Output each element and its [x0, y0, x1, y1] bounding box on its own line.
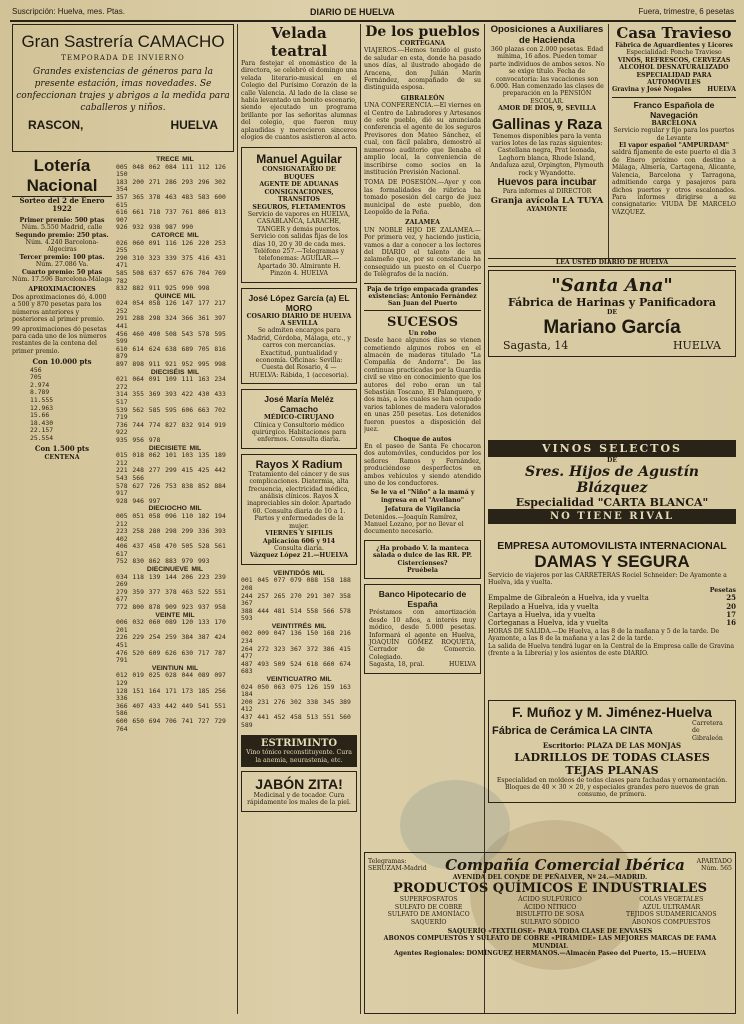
franco-text: saldrá fijamente de este puerto el día 3 de Enero próximo con destino a Málaga, Almería, Cartagena, Alicante, Valencia, Barcelona y Tarragona, admitiendo carga y pasajeros para dichos puertos y otros escalonados. Para informes dirigirse a su consignatario: VIUDA DE MARCELO VÁZQUEZ. [612, 149, 736, 216]
ticket-numbers-line: 002 009 047 136 150 168 216 234 [241, 629, 351, 646]
product-item: SAQUERÍO [410, 918, 447, 926]
ticket-numbers-line: 183 200 271 286 293 296 302 354 [116, 177, 226, 194]
empresa-name: DAMAS Y SEGURA [534, 552, 690, 571]
ticket-numbers-line: 600 650 694 706 741 727 729 764 [116, 716, 226, 733]
loteria-prizes [12, 217, 112, 284]
ticket-numbers-line: 034 118 139 144 206 223 239 269 [116, 572, 226, 589]
ticket-number: 25.554 [30, 433, 54, 442]
ticket-numbers-line: 752 830 862 883 979 993 [116, 557, 210, 566]
huevos-title: Huevos para incubar [497, 177, 597, 189]
column-divider [237, 24, 238, 1014]
ticket-numbers-line: 244 257 265 270 291 307 358 367 [241, 591, 351, 608]
rayos-text: Tratamiento del cáncer y de sus complicaciones. Diatermia, alta frecuencia, electricidad médica, análisis clínicos. Rayos X inapreciables sin dolor. Apartado 60. Consulta diaria de 10 a 1. [247, 470, 351, 515]
route-label: Corteganas a Huelva, ida y vuelta [488, 619, 609, 628]
rayos-ad [241, 454, 357, 565]
loteria-block [12, 156, 112, 733]
column-travieso [612, 24, 736, 264]
ticket-block-heading: DIECINUEVE MIL [146, 566, 204, 574]
santa-ana-city: HUELVA [672, 338, 721, 352]
gibraleon-text: UNA CONFERENCIA.—El viernes en el Centro de Labradores y Artesanos de este pueblo, dió su anunciada conferencia el agente de los seguros Previsores don Mateo Sánchez, el cual, con fácil palabra, demostró al numeroso auditorio que llenaba el amplio local, la conveniencia de inscribirse como socios en la institución Previsión Nacional. [364, 102, 481, 176]
travieso-city: HUELVA [707, 86, 736, 94]
gallinas-title: Gallinas y Raza [491, 115, 603, 133]
jose-text: Se admiten encargos para Madrid, Córdoba, Málaga, etc., y carros con mercancías. Exactitud, puntualidad y economía. Oficinas: Sevilla: Cuesta del Rosario, 4 — HUELVA: Rábida, 1 (accesoria). [247, 327, 351, 379]
product-item: AZUL ULTRAMAR [642, 903, 701, 911]
manuel-text: Servicio de vapores en HUELVA, CASABLANCA, LARACHE, TANGER y demás puertos. Servicio con salidas fijas de los días 10, 20 y 30 de cada mes. Teléfono 257.—Telegramas y telefonemas: AGUILAR.—Apartado 30. Almirante H. Pinzón 4. HUELVA [247, 210, 351, 278]
manteca-ad [364, 540, 481, 580]
product-item: ÁCIDO NÍTRICO [523, 903, 577, 911]
ticket-number: 456 [30, 365, 42, 374]
vacuna-line: VIERNES Y SIFILIS [265, 530, 333, 538]
ticket-numbers-line: 005 048 062 084 111 112 126 150 [116, 162, 226, 179]
munoz-fabrica: Fábrica de Cerámica LA CINTA [492, 725, 653, 738]
iberica-products [368, 896, 732, 926]
sucesos-title: SUCESOS [386, 314, 459, 330]
empresa-pesetas: Pesetas [709, 586, 736, 594]
ticket-numbers-line: 221 248 277 299 415 425 442 543 566 [116, 466, 226, 482]
santa-ana-de: DE [606, 309, 618, 317]
ticket-number: 22.157 [30, 426, 54, 435]
franco-city: BARCELONA [651, 119, 697, 127]
huevos-text: Para informes al DIRECTOR [502, 188, 592, 196]
newspaper-title: DIARIO DE HUELVA [310, 7, 395, 17]
route-label: Empalme de Gibraleón a Huelva, ida y vuelta [488, 594, 649, 603]
vacuna-line: Aplicación 606 y 914 [262, 537, 336, 545]
ticket-numbers-line: 128 151 164 171 173 185 256 336 [116, 686, 226, 703]
ticket-number: 705 [30, 373, 42, 382]
ticket-number: 15.66 [30, 411, 50, 420]
ticket-number: 18.430 [30, 418, 54, 427]
price-row [488, 611, 736, 619]
ticket-numbers-line: 388 444 481 514 558 566 578 593 [241, 606, 351, 623]
manuel-line: SEGUROS, FLETAMENTOS [252, 203, 346, 211]
ticket-numbers-line: 897 898 911 921 952 995 998 [116, 360, 226, 369]
munoz-title: F. Muñoz y M. Jiménez-Huelva [512, 704, 712, 720]
aprox-text-2: 99 aproximaciones dó pesetas para cada uno de los números restantes de la centena del primer premio. [12, 325, 107, 355]
ticket-numbers-line: 487 493 509 524 618 660 674 683 [241, 659, 351, 676]
centena-title: CENTENA [44, 453, 80, 461]
vacuna-line: Vázquez López 21.—HUELVA [249, 552, 349, 560]
vinos-owner: Sres. Hijos de Agustín Blázquez [525, 464, 699, 497]
prize-line: Primer premio: 500 ptas [19, 216, 105, 224]
santa-ana-ad [488, 270, 736, 356]
jose-lopez-ad [241, 288, 357, 385]
ticket-block-heading: DIECISIETE MIL [148, 444, 202, 452]
route-price: 16 [726, 618, 736, 628]
travieso-line: Especialidad: Ponche Travieso [626, 49, 722, 57]
camacho-ad [12, 24, 234, 152]
ticket-numbers-line: 585 508 637 657 676 704 769 782 [116, 268, 226, 285]
santa-ana-sub: Fábrica de Harinas y Panificadora [507, 296, 717, 310]
c10000-list [12, 367, 112, 443]
pueblos-title: De los pueblos [365, 24, 480, 40]
ticket-list-velada [241, 570, 357, 729]
product-item: SULFATO DE AMONÍACO [387, 911, 470, 919]
ticket-block-heading: DIECISÉIS MIL [150, 368, 200, 376]
product-item: ÁCIDO SULFÚRICO [518, 896, 582, 904]
vinos-de: DE [606, 457, 618, 464]
manuel-title: Manuel Aguilar [256, 152, 342, 167]
ticket-numbers-line: 935 956 978 [116, 435, 161, 444]
jose-sub: COSARIO DIARIO DE HUELVA A SEVILLA [246, 312, 352, 327]
ticket-numbers-line: 026 060 091 116 126 220 253 255 [116, 238, 226, 255]
masthead [10, 4, 736, 22]
prize-line: Núm. 5.550 Madrid, calle [21, 224, 103, 232]
ticket-numbers-line: 928 946 997 [116, 496, 161, 505]
camacho-body: Grandes existencias de géneros para la presente estación, imas novedades. Se confeccionan trajes y abrigos a la medida para caballeros y niños. [16, 67, 230, 114]
ticket-block-heading: VEINTITRÉS MIL [271, 622, 327, 630]
aprox-text: Dos aproximaciones dó, 4.000 a 500 y 870 pesetas para los números anteriores y posteriores al primer premio. [12, 293, 107, 324]
empresa-ad [488, 540, 736, 695]
ticket-block-heading: CATORCE MIL [151, 231, 199, 239]
travieso-title: Casa Travieso [616, 24, 732, 42]
ticket-block-heading: TRECE MIL [156, 156, 194, 163]
jefatura-heading: Jefatura de Vigilancia [384, 506, 461, 514]
ticket-numbers-line: 226 229 254 259 384 387 424 451 [116, 633, 226, 649]
granja-name: Granja avícola LA TUYA [490, 195, 604, 206]
extr-ad [241, 735, 357, 767]
iberica-abonos: ABONOS COMPUESTOS Y SULFATO DE COBRE «PIRÁMIDE» LAS MEJORES MARCAS DE FAMA MUNDIAL [383, 935, 717, 950]
price-row [488, 603, 736, 611]
banco-addr: Sagasta, 18, pral. [369, 661, 425, 669]
empresa-horas: HORAS DE SALIDA.—De Huelva, a las 8 de la mañana y 5 de la tarde. De Ayamonte, a las 8 de la mañana y a las 2 de la tarde. [488, 627, 720, 643]
choque-heading: Choque de autos [393, 435, 452, 443]
ticket-numbers-line: 006 032 060 089 120 133 170 201 [116, 618, 226, 634]
prize-line: Cuarto premio: 50 ptas [21, 268, 103, 276]
ticket-numbers-line: 437 441 452 458 513 551 560 589 [241, 713, 351, 729]
product-item: SULFATO DE COBRE [394, 903, 463, 911]
iberica-ad [364, 852, 736, 1014]
ticket-block-heading: VEINTIUN MIL [151, 664, 199, 672]
munoz-carretera: Carretera de Gibraleón [692, 720, 723, 742]
empresa-title: EMPRESA AUTOMOVILISTA INTERNACIONAL [497, 540, 727, 552]
iberica-telegramas: Telegramas: SERUZAM-Madrid [368, 857, 427, 872]
extr-title: ESTRIMINTO [260, 738, 338, 750]
manteca-sub: Pruébela [407, 567, 438, 574]
route-price: 17 [726, 610, 736, 620]
extr-text: Vino tónico reconstituyente. Cura la anemia, neurastenia, etc. [246, 749, 352, 764]
product-item: COLAS VEGETALES [639, 896, 704, 904]
ticket-block-heading: VEINTIDÓS MIL [273, 569, 325, 577]
manuel-line: AGENTE DE ADUANAS [259, 181, 339, 189]
choque-text: En el paseo de Santa Fe chocaron dos automóviles, conducidos por los señores Ramos y Fernández, produciéndose desperfectos en ambos vehículos y siendo atendido uno de los conductores. [364, 442, 481, 487]
sucesos-text: Desde hace algunos días se vienen cometiendo algunos robos en el almacén de maderas titulado "La Compañía de Andorra". De las continuas practicadas por la Guardia civil se vino en conocimiento que los autores del robo eran un tal Sebastián Toscano, El Palanquero, y dos más, a los cuales se han ocupado varios tablones de madera valorados en unas 250 pesetas. Los detenidos fueron puestos a disposición del juez. [364, 337, 481, 434]
ticket-number: 12.963 [30, 403, 54, 412]
banco-ad [364, 584, 481, 673]
ticket-numbers-line: 200 231 276 302 338 345 389 412 [241, 697, 351, 714]
prize-line: Núm. 4.240 Barcelona-Algeciras [25, 239, 99, 254]
loteria-title: Lotería Nacional [12, 156, 112, 197]
vinos-ad [488, 440, 736, 540]
gallinas-text: Tenemos disponibles para la venta varios lotes de las razas siguientes: Castellana negra, Prat leonada, Leghorn blanca, Rhode Island, Andaluza azul, Orpington, Plymouth rock y Wyandotte. [490, 132, 604, 177]
iberica-addr: AVENIDA DEL CONDE DE PEÑALVER, Nº 24.—MADRID. [452, 874, 648, 881]
prize-line: Núm. 27.086 Va. [35, 261, 89, 269]
ticket-numbers-line: 926 932 938 987 990 [116, 223, 194, 232]
franco-vapor: El vapor español "AMPURDAM" [619, 142, 729, 150]
ticket-numbers-line: 290 310 323 339 375 416 431 471 [116, 253, 226, 270]
oposiciones-addr: AMOR DE DIOS, 9, SEVILLA [498, 105, 596, 113]
ticket-numbers-line: 366 407 433 442 449 541 551 586 [116, 701, 226, 718]
ticket-numbers-line: 021 064 091 109 111 163 234 272 [116, 375, 226, 391]
manteca-title: ¿Ha probado V. la manteca salada o dulce de las RR. PP. Cistercienses? [372, 544, 473, 567]
ticket-numbers-line: 314 355 369 393 422 430 433 517 [116, 390, 226, 406]
ticket-number: 8.789 [30, 388, 50, 397]
jabon-ad [241, 771, 357, 812]
medico-title: José María Meléz Camacho [264, 394, 334, 415]
robo-heading: Un robo [408, 329, 437, 337]
empresa-prices [488, 594, 736, 628]
iberica-saquerio: SAQUERÍO «TEXTILOSE» PARA TODA CLASE DE ENVASES [447, 928, 653, 936]
loteria-sorteo: Sorteo del 2 de Enero 1922 [19, 196, 105, 214]
cortegana-text: VIAJEROS.—Hemos tenido el gusto de saludar en esta, donde ha pasado unos días, al ilustrado abogado de Aracena, don Julián Marín Fernández, acompañado de su distinguida esposa. [364, 47, 481, 92]
camacho-city: HUELVA [170, 118, 218, 133]
ticket-block-heading: DIECIOCHO MIL [148, 505, 202, 513]
ticket-numbers-line: 223 258 280 298 299 336 393 402 [116, 527, 226, 543]
ticket-numbers-line: 610 614 624 638 689 705 816 879 [116, 344, 226, 361]
c10000-title: Con 10.000 pts [32, 357, 92, 367]
ticket-numbers-line: 024 054 058 126 147 177 217 252 [116, 299, 226, 315]
medico-ad [241, 389, 357, 449]
ticket-numbers-line: 456 460 490 508 543 578 595 599 [116, 329, 226, 346]
prize-line: Núm. 17.596 Barcelona-Málaga [12, 276, 112, 284]
vinos-especialidad: Especialidad "CARTA BLANCA" [515, 496, 709, 510]
column-velada [241, 24, 357, 1019]
ticket-numbers-line: 005 051 058 096 110 182 194 212 [116, 511, 226, 528]
column-divider [360, 24, 361, 1014]
ticket-number: 11.555 [30, 395, 54, 404]
ticket-numbers-line: 736 744 774 827 832 914 919 922 [116, 420, 226, 437]
zalamea-heading: ZALAMEA [405, 219, 440, 227]
oposiciones-text: 360 plazas con 2.000 pesetas. Edad mínima, 16 años. Pueden tomar parte individuos de ambos sexos. No se exige título. Fecha de convocatoria: las vacaciones son 6.000. Han comenzado las clases de preparación en la PENSIÓN ESCOLAR. [489, 46, 605, 105]
trigo-ad: Paja de trigo empacada grandes existencias: Antonio Fernández San Juan del Puerto [364, 283, 481, 311]
empresa-intro: Servicio de viajeros por las CARRETERAS Rociel Schneider: De Ayamonte a Huelva, ida y vuelta. [488, 572, 727, 587]
cortegana-heading: CORTEGANA [399, 40, 446, 47]
iberica-heading: PRODUCTOS QUÍMICOS E INDUSTRIALES [392, 881, 708, 897]
travieso-line: ESPECIALIDAD PARA AUTOMÓVILES [636, 71, 712, 87]
banco-city: HUELVA [448, 661, 476, 669]
munoz-ladrillos: LADRILLOS DE TODAS CLASES [514, 750, 710, 764]
manuel-line: CONSIGNACIONES, TRANSITOS [264, 188, 334, 204]
santa-ana-addr: Sagasta, 14 [503, 338, 569, 352]
velada-text: Para festejar el onomástico de la directora, se celebró el domingo una velada literario-musical en el Colegio del Purísimo Corazón de la calle Valencia. Al lado de la clase se había levantado un bonito escenario, siendo ejecutado un programa brillante por las señoritas alumnas del colegio, que fueron muy aplaudidas y merecieron sinceros elogios de cuantos asistieron al acto. [241, 60, 357, 142]
ticket-block-heading: QUINCE MIL [154, 292, 196, 300]
c1500-title: Con 1.500 pts [34, 444, 90, 454]
toma-text: TOMA DE POSESIÓN.—Ayer y con las formalidades de rúbrica ha tomado posesión del cargo de juez municipal de este pueblo, don Leopoldo de la Peña. [364, 179, 481, 216]
ticket-numbers-line: 357 365 378 463 483 583 600 615 [116, 192, 226, 209]
product-item: ABONOS COMPUESTOS [632, 918, 711, 926]
jabon-text: Medicinal y de tocador. Cura rápidamente los males de la piel. [247, 792, 351, 807]
vinos-title: VINOS SELECTOS [488, 440, 736, 457]
ticket-numbers-line: 015 018 062 101 103 135 189 212 [116, 451, 226, 467]
ticket-numbers-line: 476 520 609 626 630 717 787 791 [116, 648, 226, 665]
ticket-number: 2.974 [30, 380, 50, 389]
ticket-block-heading: VEINTICUATRO MIL [266, 676, 332, 684]
ticket-list [116, 156, 234, 733]
lea-banner: LEA USTED DIARIO DE HUELVA [488, 258, 736, 267]
price-row [488, 594, 736, 602]
subscription-info: Suscripción: Huelva, mes. Ptas. [12, 7, 125, 16]
velada-title: Velada teatral [270, 24, 328, 60]
ticket-numbers-line: 264 272 323 367 372 386 415 477 [241, 644, 351, 661]
jabon-title: JABÓN ZITA! [255, 776, 343, 792]
santa-ana-owner: Mariano García [543, 316, 681, 338]
product-item: BISULFITO DE SOSA [516, 911, 584, 919]
vinos-rival: NO TIENE RIVAL [488, 509, 736, 524]
route-label: Cartaya a Huelva, ida y vuelta [488, 611, 596, 620]
jefatura-text: Detenidos.—Joaquín Ramírez, Manuel Lozano, por no llevar el documento necesario. [364, 513, 464, 536]
travieso-line: Fábrica de Aguardientes y Licores [615, 42, 733, 49]
zalamea-text: UN NOBLE HIJO DE ZALAMEA.—Por primera vez, y haciendo justicia, vamos a dar a conocer a los lectores del DIARIO el talento de un zalameño que, por su constancia ha conseguido un puesto en el Cuerpo de Telégrafos de la nación. [364, 226, 481, 279]
manuel-line: CONSIGNATARIO DE BUQUES [262, 166, 336, 181]
prize-line: Tercer premio: 100 ptas. [19, 253, 105, 261]
munoz-text: Especialidad en moldeos de todas clases para fachadas y ornamentación. Bloques de 40 × 30 × 20, y especiales grandes pero nuevos de gran consumo, de primera. [496, 776, 728, 799]
nino-heading: Se le va el "Niño" a la mamá y ingresa en el "Avellano" [370, 489, 475, 504]
granja-city: AYAMONTE [526, 205, 568, 213]
camacho-season: TEMPORADA DE INVIERNO [61, 54, 185, 62]
travieso-addr: Gravina y José Nogales [612, 86, 692, 94]
empresa-salida: La salida de Huelva tendrá lugar en la Central de la Empresa calle de Gravina (frente a la Librería) y los asientos de este DIARIO. [488, 642, 735, 658]
ticket-numbers-line: 012 019 025 028 044 089 097 129 [116, 671, 226, 687]
munoz-escritorio: Escritorio: PLAZA DE LAS MONJAS [542, 741, 682, 751]
right-ads-upper [488, 258, 736, 428]
camacho-title: Gran Sastrería CAMACHO [21, 32, 225, 51]
aprox-title: APROXIMACIONES [28, 286, 96, 294]
medico-sub: MÉDICO-CIRUJANO [263, 414, 335, 422]
ticket-numbers-line: 832 882 911 925 990 998 [116, 284, 210, 293]
column-oposiciones [488, 24, 606, 274]
vacuna-line: Partos y enfermedades de la mujer. [254, 515, 344, 530]
ticket-numbers-line: 001 045 077 079 088 158 188 208 [241, 576, 351, 592]
oposiciones-title: Oposiciones a Auxiliares de Hacienda [490, 24, 604, 46]
munoz-ad [488, 700, 736, 840]
prize-line: Segundo premio: 250 ptas. [15, 231, 109, 239]
rayos-title: Rayos X Radium [255, 458, 343, 471]
travieso-line: ALCOHOL DESNATURALIZADO [619, 64, 729, 72]
route-price: 25 [726, 593, 736, 603]
iberica-title: Compañía Comercial Ibérica [445, 856, 685, 874]
iberica-agentes: Agentes Regionales: DOMÍNGUEZ HERMANOS.—Almacén Paseo del Puerto, 15.—HUELVA [393, 950, 707, 958]
gibraleon-heading: GIBRALEÓN [400, 94, 445, 102]
ticket-numbers-line: 279 359 377 378 463 522 551 677 [116, 587, 226, 604]
column-1 [12, 24, 234, 1019]
ticket-block-heading: VEINTE MIL [155, 611, 195, 619]
product-item: SUPERFOSFATOS [399, 896, 458, 904]
route-price: 20 [726, 601, 736, 611]
ticket-numbers-line: 578 627 726 753 838 852 884 917 [116, 481, 226, 498]
manuel-aguilar-ad [241, 147, 357, 282]
iberica-apartado: APARTADO Núm. 565 [696, 857, 732, 872]
franco-sub: Servicio regular y fijo para los puertos de Levante [613, 127, 735, 142]
medico-text: Clínica y Consultorio médico quirúrgico. Habitaciones para enfermos. Consulta diaria. [251, 421, 347, 444]
camacho-street: RASCON, [28, 118, 84, 133]
ticket-numbers-line: 024 050 063 075 126 159 163 184 [241, 682, 351, 699]
travieso-line: VINOS, REFRESCOS, CERVEZAS [617, 56, 731, 64]
column-divider [608, 24, 609, 264]
ticket-numbers-line: 406 437 458 470 505 528 561 617 [116, 542, 226, 558]
ticket-numbers-line: 539 562 585 595 606 663 702 719 [116, 405, 226, 422]
ticket-numbers-line: 291 288 298 324 366 361 397 441 [116, 314, 226, 331]
banco-text: Préstamos con amortización desde 10 años, a interés muy módico, desde 5.000 pesetas. Informará el agente en Huelva, JOAQUÍN GÓMEZ ROQUETA, Cerrador de Comercio. Colegiado. [369, 609, 476, 661]
outside-rate: Fuera, trimestre, 6 pesetas [638, 7, 734, 16]
price-row [488, 619, 736, 627]
jose-title: José López García (a) EL MORO [248, 292, 350, 313]
munoz-tejas: TEJAS PLANAS [565, 763, 659, 777]
ticket-numbers-line: 772 800 878 909 923 937 958 [116, 603, 226, 612]
vacuna-line: Consulta diaria. [274, 544, 324, 552]
ticket-numbers-line: 616 661 718 737 761 806 813 907 [116, 208, 226, 224]
product-item: TEJIDOS SUDAMERICANOS [626, 911, 717, 919]
banco-title: Banco Hipotecario de España [378, 589, 467, 610]
franco-title: Franco Española de Navegación [633, 99, 715, 120]
santa-ana-title: "Santa Ana" [551, 275, 673, 297]
route-label: Repilado a Huelva, ida y vuelta [488, 602, 599, 611]
product-item: SULFATO SÓDICO [520, 918, 580, 926]
